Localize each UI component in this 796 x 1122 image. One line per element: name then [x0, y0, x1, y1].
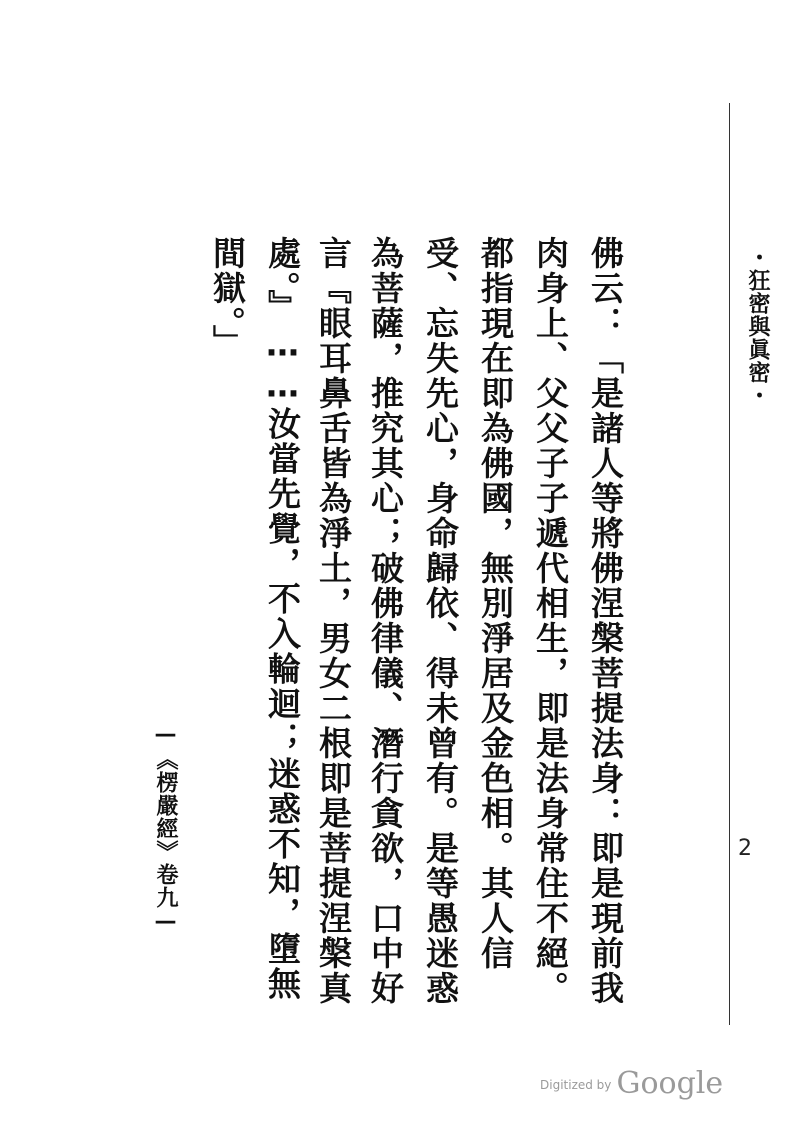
margin-rule: [729, 103, 730, 1025]
watermark-logo-text: Google: [616, 1066, 724, 1101]
google-watermark: [540, 1066, 723, 1101]
page-number: 2: [738, 836, 752, 861]
watermark-small-text: Digitized by: [540, 1078, 612, 1092]
body-column-3: 都指現在即為佛國，無別淨居及金色相。其人信: [476, 236, 515, 971]
body-column-5: 為菩薩，推究其心；破佛律儀、潛行貪欲，口中好: [366, 236, 405, 1006]
running-header: ・狂密與眞密・: [745, 246, 770, 407]
body-column-6: 言『眼耳鼻舌皆為淨土，男女二根即是菩提涅槃真: [314, 236, 353, 1006]
body-column-8: 間獄。」: [208, 236, 247, 360]
source-citation: —《楞嚴經》卷九—: [153, 722, 178, 935]
body-column-4: 受、忘失先心，身命歸依、得未曾有。是等愚迷惑: [421, 236, 460, 1006]
body-column-2: 肉身上、父父子子遞代相生，即是法身常住不絕。: [531, 236, 570, 1006]
body-column-7: 處。』……汝當先覺，不入輪迴；迷惑不知，墮無: [263, 236, 302, 1002]
body-column-1: 佛云：「是諸人等將佛涅槃菩提法身：即是現前我: [586, 236, 625, 1006]
